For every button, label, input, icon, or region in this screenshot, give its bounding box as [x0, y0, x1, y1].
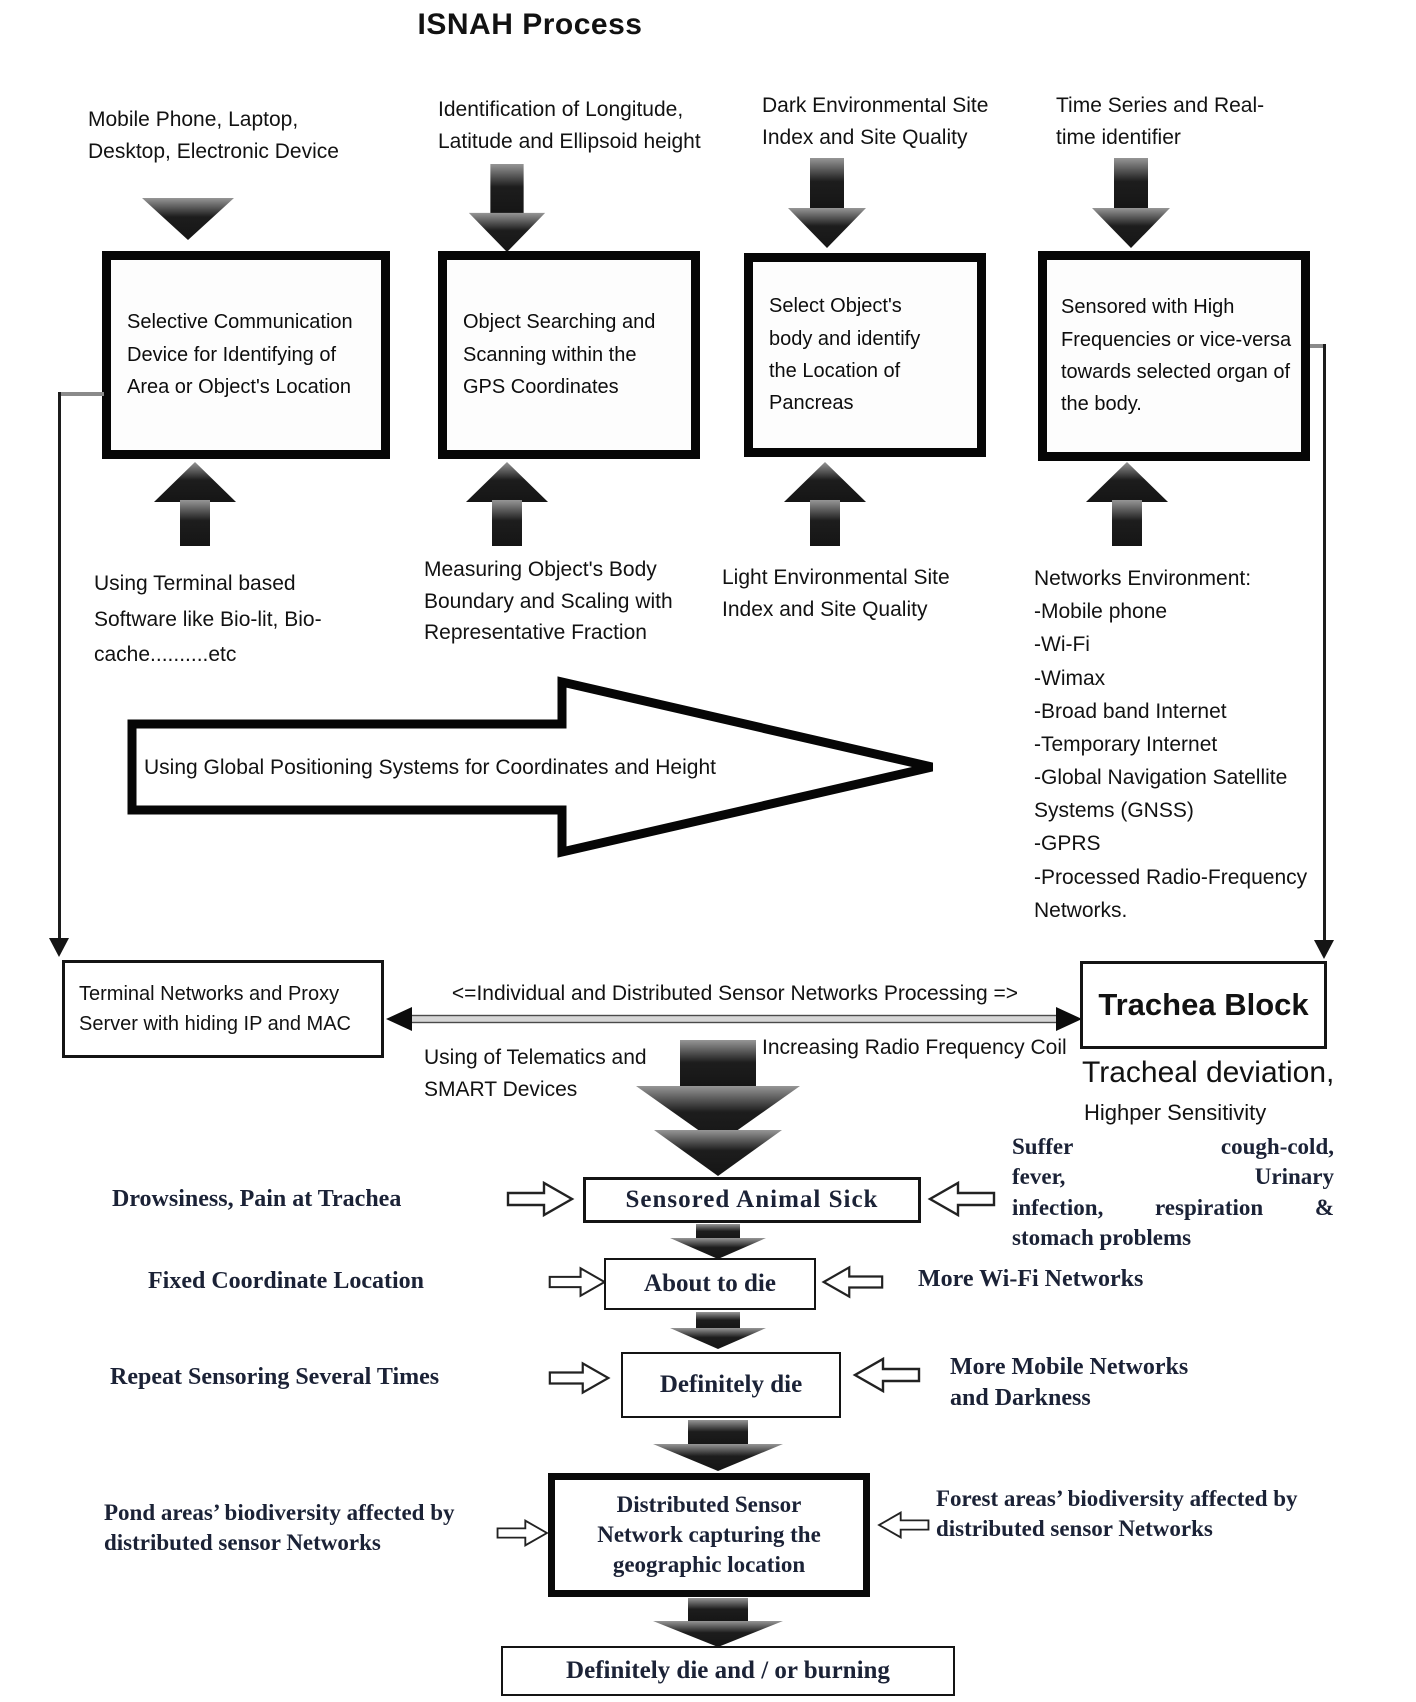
- bottom-label-light-site: Light Environmental Site Index and Site Quality: [722, 566, 950, 621]
- hollow-arrow-right-icon: [548, 1264, 608, 1300]
- trachea-block-text: Trachea Block: [1098, 987, 1309, 1022]
- top-label-devices: Mobile Phone, Laptop, Desktop, Electronic Device: [88, 108, 339, 163]
- down-arrow-icon: [633, 1598, 803, 1648]
- down-arrow-icon: [462, 164, 552, 254]
- rf-coil-label: Increasing Radio Frequency Coil: [762, 1036, 1067, 1059]
- up-arrow-icon: [1082, 462, 1172, 546]
- process-box-object-searching: [438, 251, 700, 459]
- process-box-text: Sensored with High Frequencies or vice-versa towards selected organ of the body.: [1061, 296, 1292, 416]
- label-suffer-symptoms: [1012, 1132, 1334, 1253]
- hollow-arrow-right-icon: [496, 1516, 550, 1550]
- hollow-arrow-left-icon: [876, 1508, 930, 1542]
- up-arrow-icon: [150, 462, 240, 546]
- label-line: stomach problems: [1012, 1225, 1192, 1251]
- flow-box-distributed-sensor: [548, 1473, 870, 1597]
- page-title: ISNAH Process: [417, 8, 643, 41]
- process-box-text: Select Object's body and identify the Location of Pancreas: [769, 295, 921, 415]
- networks-environment-list: [1034, 562, 1336, 927]
- list-item: -Wi-Fi: [1034, 633, 1090, 657]
- flow-box-die-or-burning: [501, 1646, 955, 1696]
- networks-heading: Networks Environment:: [1034, 567, 1252, 590]
- process-box-sensored-high-freq: [1038, 251, 1310, 461]
- flow-box-text: Sensored Animal Sick: [625, 1186, 879, 1213]
- label-fixed-coordinate: Fixed Coordinate Location: [148, 1268, 424, 1294]
- flow-box-text: Distributed Sensor Network capturing the geographic location: [597, 1492, 821, 1577]
- bottom-label-terminal-software: Using Terminal based Software like Bio-lit, Bio-cache..........etc: [94, 572, 322, 667]
- down-arrow-icon: [658, 1312, 778, 1350]
- hollow-arrow-right-icon: [506, 1180, 576, 1218]
- list-item: -Mobile phone: [1034, 600, 1168, 624]
- process-box-select-body: [744, 253, 986, 457]
- hollow-arrow-left-icon: [848, 1356, 924, 1394]
- flow-box-text: About to die: [644, 1270, 776, 1297]
- process-box-text: Object Searching and Scanning within the GPS Coordinates: [463, 311, 656, 399]
- connector-line-right: [1323, 344, 1326, 942]
- processing-label: <=Individual and Distributed Sensor Networks Processing =>: [451, 982, 1019, 1005]
- process-box-selective-communication: [102, 251, 390, 459]
- down-arrow-icon: [782, 158, 872, 250]
- flow-box-text: Definitely die: [659, 1370, 803, 1398]
- double-headed-arrow: [384, 1002, 1084, 1036]
- label-more-wifi: More Wi-Fi Networks: [918, 1266, 1144, 1292]
- hollow-arrow-left-icon: [926, 1180, 996, 1218]
- hollow-arrow-left-icon: [820, 1264, 884, 1300]
- arrowhead-down-icon: [1314, 940, 1334, 959]
- down-arrow-icon: [633, 1420, 803, 1472]
- bottom-label-measuring-body: Measuring Object's Body Boundary and Scaling with Representative Fraction: [424, 558, 673, 644]
- label-repeat-sensoring: Repeat Sensoring Several Times: [110, 1364, 440, 1390]
- arrowhead-down-icon: [49, 938, 69, 957]
- label-pond-biodiversity: Pond areas’ biodiversity affected by distributed sensor Networks: [104, 1500, 455, 1555]
- label-more-mobile-networks: More Mobile Networks and Darkness: [950, 1354, 1189, 1412]
- flow-box-text: Definitely die and / or burning: [566, 1657, 890, 1684]
- top-label-longitude: Identification of Longitude, Latitude and Ellipsoid height: [438, 98, 701, 153]
- down-arrow-icon: [1086, 158, 1176, 250]
- top-label-timeseries: Time Series and Real-time identifier: [1056, 94, 1265, 149]
- flow-box-about-to-die: [604, 1258, 816, 1310]
- tracheal-deviation-label: Tracheal deviation,: [1082, 1056, 1335, 1089]
- list-item: -GPRS: [1034, 832, 1101, 856]
- label-forest-biodiversity: Forest areas’ biodiversity affected by distributed sensor Networks: [936, 1486, 1298, 1541]
- trachea-block-box: [1080, 961, 1327, 1049]
- label-drowsiness: Drowsiness, Pain at Trachea: [112, 1186, 402, 1212]
- up-arrow-icon: [780, 462, 870, 546]
- down-arrow-icon: [658, 1224, 778, 1260]
- gps-arrow-label: Using Global Positioning Systems for Coordinates and Height: [144, 756, 716, 779]
- down-arrow-icon: [140, 196, 236, 242]
- list-item: -Temporary Internet: [1034, 732, 1218, 756]
- down-arrow-icon: [628, 1040, 808, 1177]
- top-label-dark-site: Dark Environmental Site Index and Site Quality: [762, 94, 989, 149]
- list-item: -Broad band Internet: [1034, 699, 1227, 723]
- list-item: -Global Navigation Satellite Systems (GNSS): [1034, 766, 1288, 823]
- higher-sensitivity-label: Highper Sensitivity: [1084, 1100, 1267, 1125]
- label-line: infection, respiration &: [1012, 1194, 1334, 1220]
- label-line: fever, Urinary: [1012, 1164, 1334, 1190]
- flow-box-sensored-animal-sick: [583, 1177, 921, 1223]
- flow-box-definitely-die: [621, 1352, 841, 1418]
- connector-stub-left: [58, 392, 104, 396]
- connector-line-left: [58, 392, 61, 938]
- telematics-label: Using of Telematics and SMART Devices: [424, 1046, 647, 1101]
- up-arrow-icon: [462, 462, 552, 546]
- terminal-networks-box: [62, 960, 384, 1058]
- list-item: -Wimax: [1034, 666, 1106, 690]
- list-item: -Processed Radio-Frequency Networks.: [1034, 865, 1308, 922]
- process-box-text: Selective Communication Device for Identifying of Area or Object's Location: [127, 311, 353, 399]
- label-line: Suffer cough-cold,: [1012, 1134, 1334, 1159]
- hollow-arrow-right-icon: [548, 1360, 612, 1396]
- terminal-networks-text: Terminal Networks and Proxy Server with hiding IP and MAC: [79, 983, 351, 1035]
